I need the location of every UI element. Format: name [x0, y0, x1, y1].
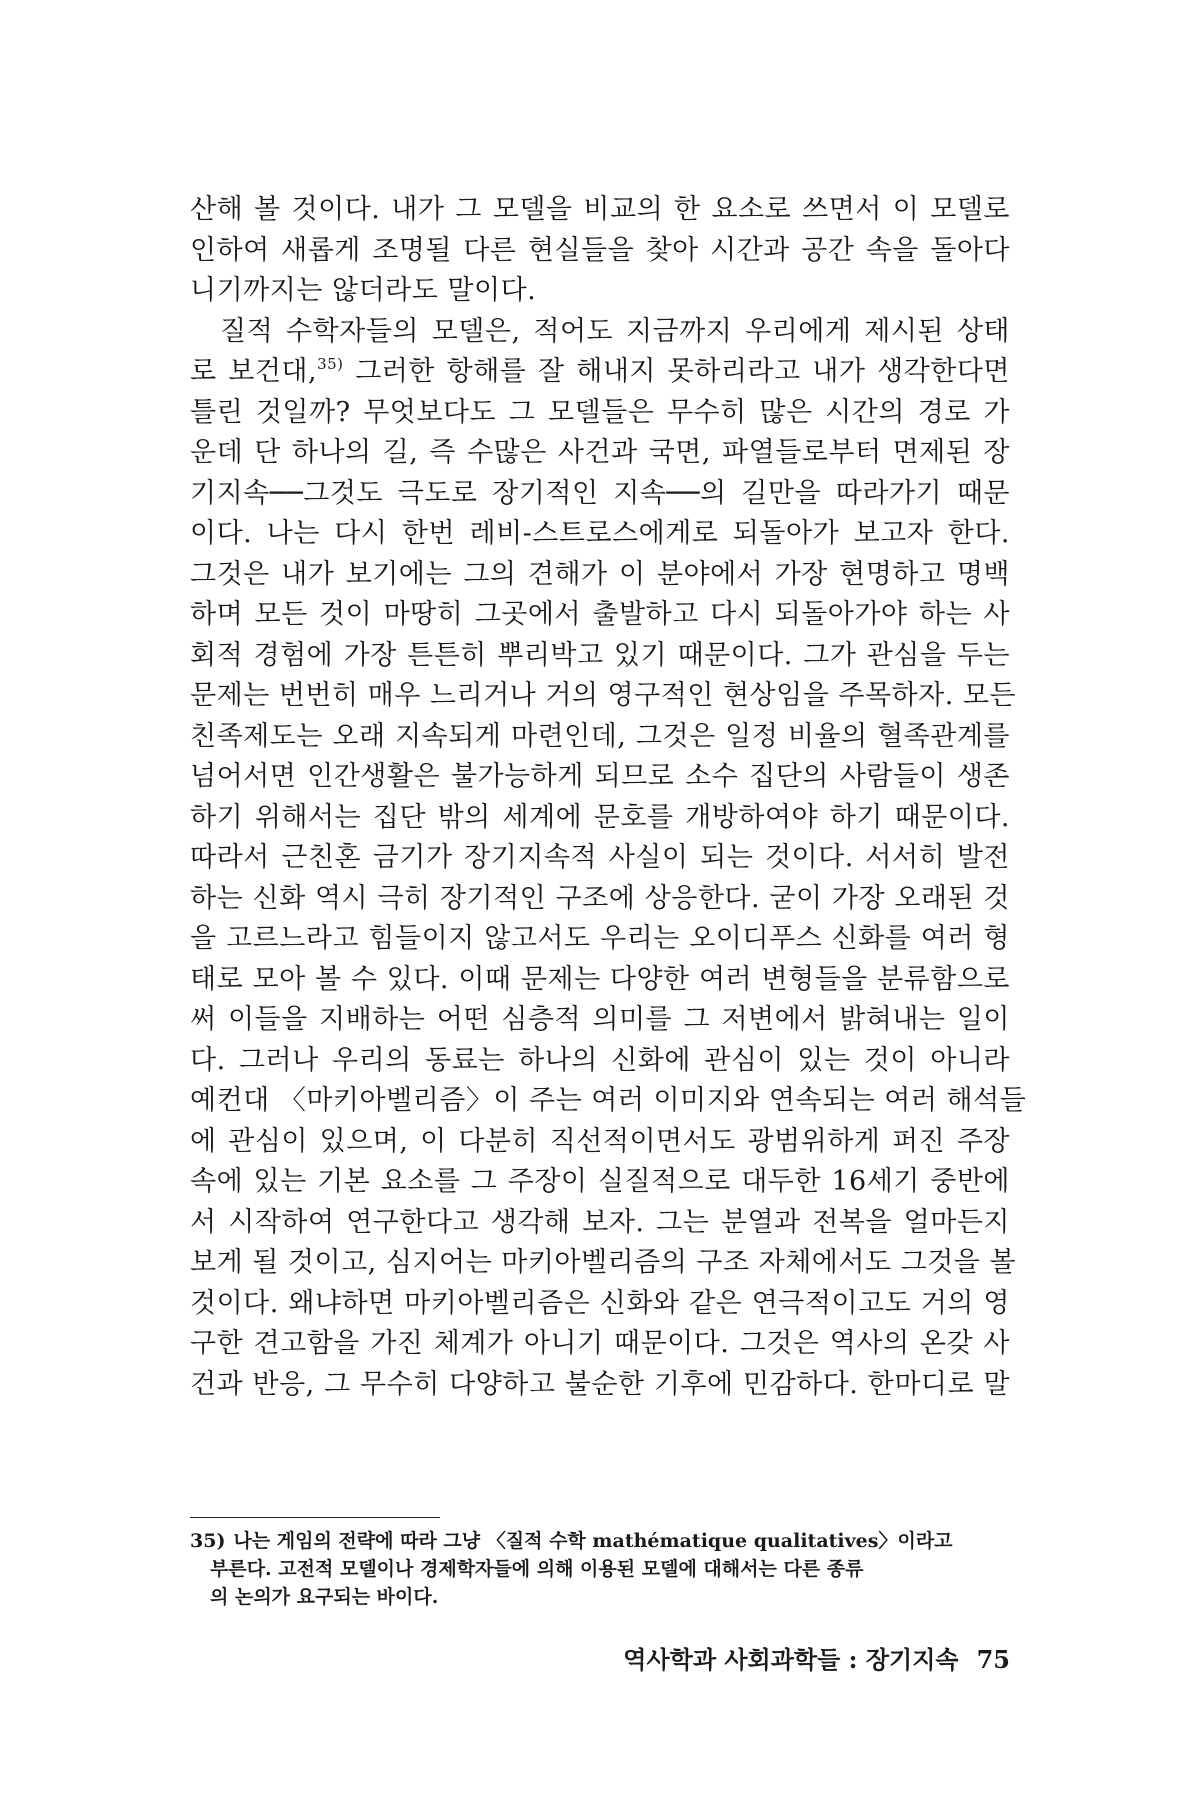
footnote	[190, 1527, 1010, 1611]
text-line: 산해 볼 것이다. 내가 그 모델을 비교의 한 요소로 쓰면서 이 모델로	[190, 194, 1010, 225]
text-line: 것이다. 왜냐하면 마키아벨리즘은 신화와 같은 연극적이고도 거의 영	[190, 1287, 1010, 1319]
text-line: 문제는 번번히 매우 느리거나 거의 영구적인 현상임을 주목하자. 모든	[190, 680, 1017, 711]
text-line: 이다. 나는 다시 한번 레비-스트로스에게로 되돌아가 보고자 한다.	[190, 518, 1010, 549]
text-line: 하는 신화 역시 극히 장기적인 구조에 상응한다. 굳이 가장 오래된 것	[190, 882, 1010, 914]
text-line: 틀린 것일까? 무엇보다도 그 모델들은 무수히 많은 시간의 경로 가	[190, 396, 1010, 428]
text-fragment: 로 보건대,	[190, 356, 318, 387]
page-number: 75	[976, 1645, 1010, 1674]
text-line: 구한 견고함을 가진 체계가 아니기 때문이다. 그것은 역사의 온갖 사	[190, 1328, 1010, 1359]
text-line: 하며 모든 것이 마땅히 그곳에서 출발하고 다시 되돌아가야 하는 사	[190, 599, 1010, 630]
text-line: 회적 경험에 가장 튼튼히 뿌리박고 있기 때문이다. 그가 관심을 두는	[190, 639, 1010, 671]
text-line: 써 이들을 지배하는 어떤 심층적 의미를 그 저변에서 밝혀내는 일이	[190, 1004, 1010, 1035]
text-line: 넘어서면 인간생활은 불가능하게 되므로 소수 집단의 사람들이 생존	[190, 761, 1010, 792]
text-fragment: 그러한 항해를 잘 해내지 못하리라고 내가 생각한다면	[355, 356, 1010, 387]
text-line: 하기 위해서는 집단 밖의 세계에 문호를 개방하여야 하기 때문이다.	[190, 801, 1010, 833]
text-line: 서 시작하여 연구한다고 생각해 보자. 그는 분열과 전복을 얼마든지	[190, 1206, 1010, 1238]
text-line: 예컨대 〈마키아벨리즘〉이 주는 여러 이미지와 연속되는 여러 해석들	[190, 1085, 1027, 1116]
text-line: 건과 반응, 그 무수히 다양하고 불순한 기후에 민감하다. 한마디로 말	[190, 1368, 1010, 1400]
footnote-number: 35)	[190, 1530, 226, 1552]
text-line: 인하여 새롭게 조명될 다른 현실들을 찾아 시간과 공간 속을 돌아다	[190, 234, 1010, 266]
text-line: 친족제도는 오래 지속되게 마련인데, 그것은 일정 비율의 혈족관계를	[190, 720, 1010, 752]
text-line: 기지속──그것도 극도로 장기적인 지속──의 길만을 따라가기 때문	[190, 477, 1010, 509]
text-line: 그것은 내가 보기에는 그의 견해가 이 분야에서 가장 현명하고 명백	[190, 558, 1010, 590]
text-line: 운데 단 하나의 길, 즉 수많은 사건과 국면, 파열들로부터 면제된 장	[190, 437, 1010, 468]
body-text	[190, 190, 1027, 1405]
footnote-line: 의 논의가 요구되는 바이다.	[210, 1586, 439, 1608]
text-line: 을 고르느라고 힘들이지 않고서도 우리는 오이디푸스 신화를 여러 형	[190, 923, 1010, 954]
footnote-line	[190, 1527, 1010, 1555]
text-line: 에 관심이 있으며, 이 다분히 직선적이면서도 광범위하게 퍼진 주장	[190, 1125, 1010, 1157]
footnote-text: 나는 게임의 전략에 따라 그냥 〈질적 수학 mathématique qualitatives〉이라고	[233, 1530, 953, 1552]
text-line: 따라서 근친혼 금기가 장기지속적 사실이 되는 것이다. 서서히 발전	[190, 842, 1010, 873]
text-line: 보게 될 것이고, 심지어는 마키아벨리즘의 구조 자체에서도 그것을 볼	[190, 1247, 1017, 1278]
text-line-with-footnote-ref	[190, 352, 1010, 393]
text-line: 태로 모아 볼 수 있다. 이때 문제는 다양한 여러 변형들을 분류함으로	[190, 963, 1010, 995]
footnote-reference: 35)	[317, 355, 344, 373]
running-footer	[190, 1640, 1010, 1675]
running-title: 역사학과 사회과학들 : 장기지속	[623, 1645, 959, 1674]
footnote-divider	[190, 1517, 440, 1518]
text-line: 니기까지는 않더라도 말이다.	[190, 275, 537, 306]
text-line: 다. 그러나 우리의 동료는 하나의 신화에 관심이 있는 것이 아니라	[190, 1044, 1010, 1076]
text-line: 속에 있는 기본 요소를 그 주장이 실질적으로 대두한 16세기 중반에	[190, 1166, 1010, 1197]
text-line: 질적 수학자들의 모델은, 적어도 지금까지 우리에게 제시된 상태	[220, 315, 1010, 347]
footnote-line: 부른다. 고전적 모델이나 경제학자들에 의해 이용된 모델에 대해서는 다른 종류	[210, 1558, 864, 1580]
